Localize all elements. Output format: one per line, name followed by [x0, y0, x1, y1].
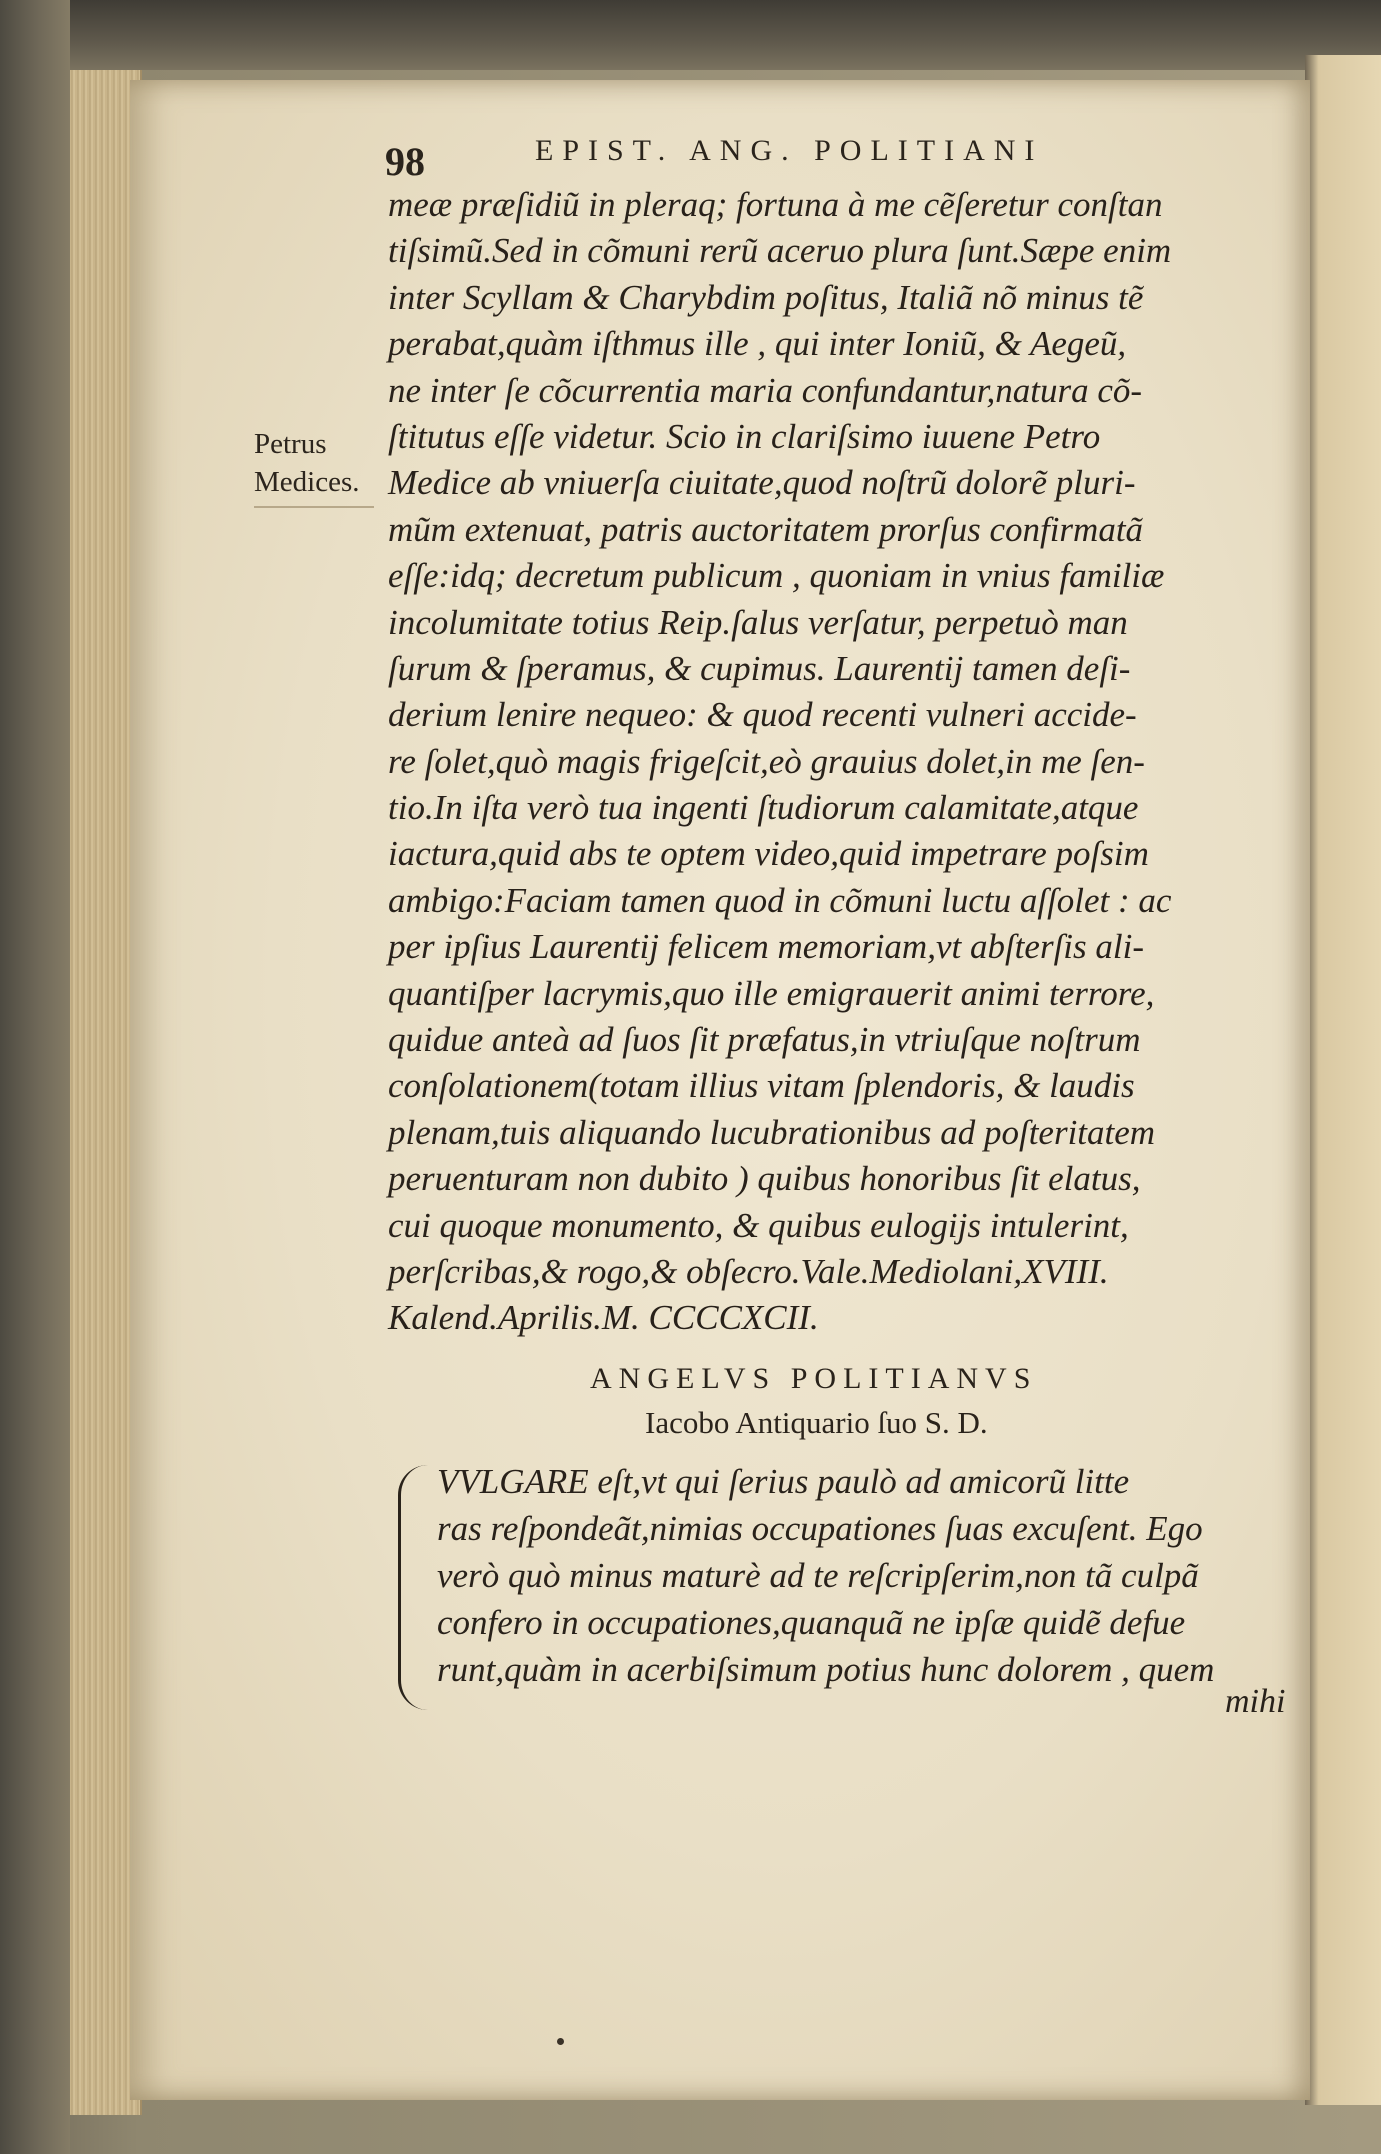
letter-line: VVLGARE eſt,vt qui ſerius paulò ad amicorũ litte — [437, 1462, 1130, 1501]
text-line: mũm extenuat, patris auctoritatem prorſus confirmatã — [388, 509, 1144, 549]
book-binding — [0, 0, 70, 2154]
margin-note-line: Medices. — [254, 466, 360, 498]
text-line: re ſolet,quò magis frigeſcit,eò grauius dolet,in me ſen- — [388, 741, 1145, 781]
text-line: perſcribas,& rogo,& obſecro.Vale.Mediolani,XVIII. — [388, 1251, 1109, 1291]
letter-text — [437, 1458, 1297, 1693]
letter-line: ras reſpondeãt,nimias occupationes ſuas excuſent. Ego — [437, 1509, 1203, 1548]
text-line: iactura,quid abs te optem video,quid impetrare poſsim — [388, 834, 1149, 874]
top-shadow — [0, 0, 1381, 70]
text-line: peruenturam non dubito ) quibus honoribus ſit elatus, — [388, 1159, 1141, 1199]
body-text — [388, 182, 1288, 1342]
text-line: tio.In iſta verò tua ingenti ſtudiorum calamitate,atque — [388, 788, 1139, 828]
text-line: quidue anteà ad ſuos ſit præfatus,in vtriuſque noſtrum — [388, 1020, 1141, 1060]
margin-note-rule — [254, 506, 374, 508]
catchword: mihi — [1225, 1683, 1286, 1720]
text-line: tiſsimũ.Sed in cõmuni rerũ aceruo plura ſunt.Sæpe enim — [388, 231, 1172, 271]
letter-line: confero in occupationes,quanquã ne ipſæ quidẽ defue — [437, 1603, 1186, 1642]
text-line: incolumitate totius Reip.ſalus verſatur, perpetuò man — [388, 602, 1128, 642]
letter-line: runt,quàm in acerbiſsimum potius hunc dolorem , quem — [437, 1650, 1215, 1689]
text-line: ſurum & ſperamus, & cupimus. Laurentij tamen deſi- — [388, 648, 1131, 688]
letter-line: verò quò minus maturè ad te reſcripſerim,non tã culpã — [437, 1556, 1199, 1595]
page-number: 98 — [385, 139, 425, 184]
text-line: per ipſius Laurentij felicem memoriam,vt abſterſis ali- — [388, 927, 1144, 967]
text-line: cui quoque monumento, & quibus eulogijs intulerint, — [388, 1205, 1129, 1245]
text-line: ambigo:Faciam tamen quod in cõmuni luctu aſſolet : ac — [388, 880, 1172, 920]
facing-page-edge — [1305, 55, 1381, 2105]
text-line: ſtitutus eſſe videtur. Scio in clariſsimo iuuene Petro — [388, 416, 1101, 456]
text-line: quantiſper lacrymis,quo ille emigrauerit animi terrore, — [388, 973, 1155, 1013]
text-line: perabat,quàm iſthmus ille , qui inter Ioniũ, & Aegeũ, — [388, 324, 1127, 364]
text-line: meæ præſidiũ in pleraq; fortuna à me cẽſeretur conſtan — [388, 185, 1163, 224]
text-line: Kalend.Aprilis.M. CCCCXCII. — [388, 1298, 819, 1338]
text-line: plenam,tuis aliquando lucubrationibus ad poſteritatem — [388, 1112, 1156, 1152]
text-line: derium lenire nequeo: & quod recenti vulneri accide- — [388, 695, 1137, 735]
ink-spot — [557, 2038, 564, 2045]
running-title: EPIST. ANG. POLITIANI — [535, 134, 1044, 167]
margin-note-line: Petrus — [254, 428, 327, 460]
running-head — [385, 128, 1145, 184]
text-line: eſſe:idq; decretum publicum , quoniam in vnius familiæ — [388, 556, 1165, 596]
margin-note — [254, 425, 360, 501]
text-line: inter Scyllam & Charybdim poſitus, Italiã nõ minus tẽ — [388, 277, 1144, 317]
text-line: ne inter ſe cõcurrentia maria confundantur,natura cõ- — [388, 370, 1143, 410]
letter-heading: ANGELVS POLITIANVS — [590, 1362, 1038, 1395]
letter-subheading: Iacobo Antiquario ſuo S. D. — [645, 1405, 988, 1440]
initial-bracket — [398, 1465, 429, 1710]
text-line: conſolationem(totam illius vitam ſplendoris, & laudis — [388, 1066, 1135, 1106]
text-line: Medice ab vniuerſa ciuitate,quod noſtrũ dolorẽ pluri- — [388, 463, 1136, 503]
